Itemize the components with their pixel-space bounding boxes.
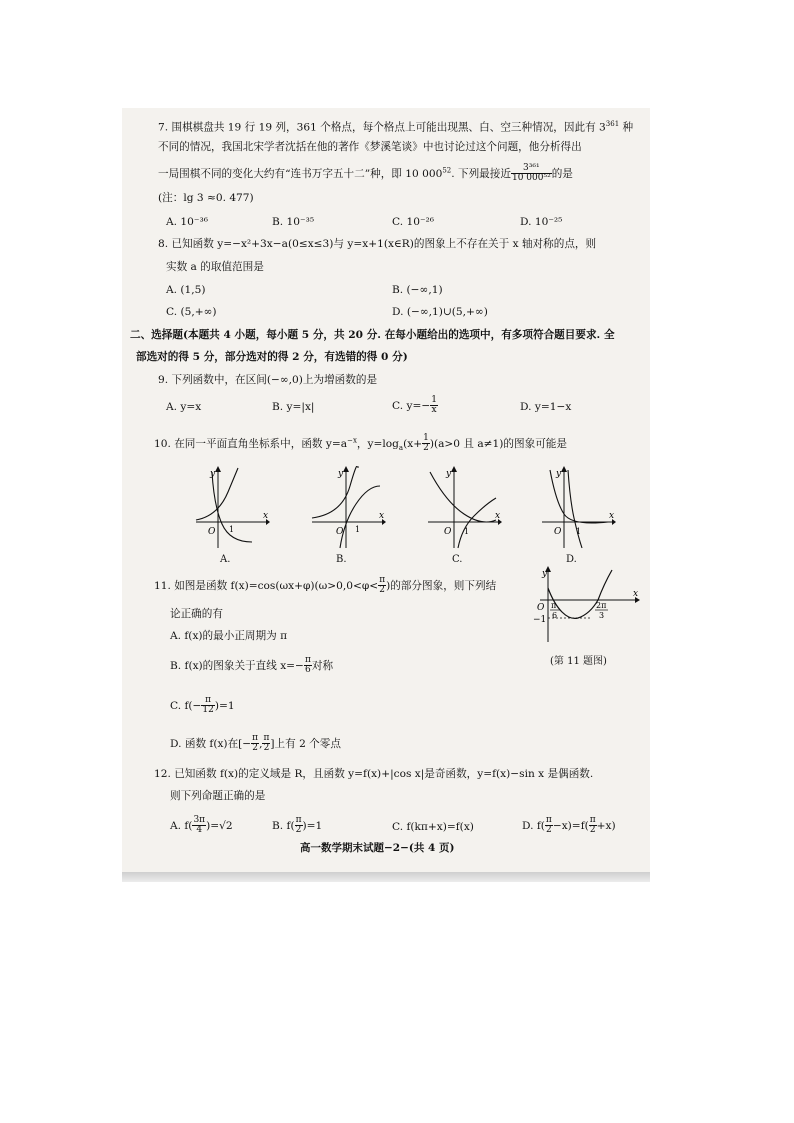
- q7-line2: 不同的情况，我国北宋学者沈括在他的著作《梦溪笔谈》中也讨论过这个问题，他分析得出: [158, 141, 582, 153]
- q8-line1: 8. 已知函数 y=−x²+3x−a(0≤x≤3)与 y=x+1(x∈R)的图象上不存在关于 x 轴对称的点，则: [158, 238, 597, 250]
- svg-text:−1: −1: [533, 615, 547, 625]
- q12-line1: 12. 已知函数 f(x)的定义域是 R，且函数 y=f(x)+|cos x|是奇函数，y=f(x)−sin x 是偶函数.: [154, 768, 594, 780]
- svg-text:6: 6: [552, 611, 558, 620]
- q7-option-c: C. 10⁻²⁶: [392, 216, 435, 228]
- svg-text:y: y: [542, 569, 548, 579]
- svg-text:x: x: [495, 511, 501, 521]
- q10-label-d: D.: [566, 554, 577, 565]
- q11-option-c: C. f(− $\frac{\pi}{12}$ )=1: [170, 695, 235, 716]
- q7-fraction: $\frac{\text{3³⁶¹}}{\text{10 000⁵²}}$: [511, 163, 551, 184]
- q9-option-a: A. y=x: [166, 401, 202, 413]
- exam-page: [122, 108, 650, 872]
- q7-option-a: A. 10⁻³⁶: [166, 216, 208, 228]
- scan-edge: [122, 872, 650, 882]
- q10-stem: 10. 在同一平面直角坐标系中，函数 $y=a^{-x}$，$y=\log_a(x+$ $\frac{1}{2}$ )(a>0 且 a≠1)的图象可能是: [154, 433, 567, 454]
- q12-line2: 则下列命题正确的是: [170, 790, 266, 802]
- svg-text:3: 3: [599, 611, 605, 620]
- svg-text:x: x: [379, 511, 385, 521]
- q11-option-d: D. 函数 f(x)在[− $\frac{\pi}{2}$ , $\frac{\pi}{2}$ ]上有 2 个零点: [170, 733, 341, 754]
- page-footer: 高一数学期末试题−2−(共 4 页): [300, 842, 455, 854]
- q11-option-a: A. f(x)的最小正周期为 π: [170, 630, 288, 642]
- svg-text:O: O: [444, 527, 452, 537]
- section2-heading-line2: 部选对的得 5 分，部分选对的得 2 分，有选错的得 0 分): [136, 351, 408, 363]
- q10-label-c: C.: [452, 554, 463, 565]
- svg-text:O: O: [537, 603, 545, 613]
- svg-text:O: O: [208, 527, 216, 537]
- q7-option-b: B. 10⁻³⁵: [272, 216, 315, 228]
- section2-heading: 二、选择题(本题共 4 小题，每小题 5 分，共 20 分. 在每小题给出的选项中，有多项符合题目要求. 全: [130, 329, 615, 341]
- svg-text:1: 1: [355, 525, 361, 534]
- svg-text:O: O: [554, 527, 562, 537]
- q10-graph-a: [192, 466, 272, 552]
- q10-label-b: B.: [336, 554, 347, 565]
- q9-option-c: C. y=− $\frac{1}{x}$: [392, 395, 437, 416]
- q8-option-c: C. (5,+∞): [166, 306, 217, 318]
- q11-line2: 论正确的有: [170, 608, 223, 620]
- q12-option-d: D. f( $\frac{\pi}{2}$ −x)=f( $\frac{\pi}{2}$ +x): [522, 815, 616, 836]
- svg-text:y: y: [556, 469, 562, 479]
- q7-note: (注：lg 3 ≈0. 477): [158, 192, 254, 204]
- svg-text:x: x: [633, 589, 639, 599]
- q10-label-a: A.: [220, 554, 231, 565]
- svg-text:1: 1: [229, 525, 235, 534]
- q7-option-d: D. 10⁻²⁵: [520, 216, 563, 228]
- svg-text:O: O: [336, 527, 344, 537]
- q11-option-b: B. f(x)的图象关于直线 x=− $\frac{\pi}{6}$ 对称: [170, 655, 334, 676]
- q11-stem: 11. 如图是函数 f(x)=cos(ωx+φ)(ω>0,0<φ< $\frac{\pi}{2}$ )的部分图象，则下列结: [154, 575, 497, 596]
- svg-text:π: π: [551, 601, 557, 610]
- svg-text:x: x: [609, 511, 615, 521]
- q8-option-a: A. (1,5): [166, 284, 206, 296]
- q12-option-b: B. f( $\frac{\pi}{2}$ )=1: [272, 815, 323, 836]
- q11-figure: [532, 566, 642, 646]
- q7-line1: 7. 围棋棋盘共 19 行 19 列，361 个格点，每个格点上可能出现黑、白、空三种情况，因此有 $3^{361}$ 种: [158, 120, 634, 134]
- svg-text:y: y: [210, 469, 216, 479]
- svg-text:2π: 2π: [596, 601, 607, 610]
- svg-text:y: y: [446, 469, 452, 479]
- q9-stem: 9. 下列函数中，在区间(−∞,0)上为增函数的是: [158, 374, 378, 386]
- q10-graph-c: [424, 466, 504, 552]
- svg-text:y: y: [338, 469, 344, 479]
- q9-option-d: D. y=1−x: [520, 401, 572, 413]
- svg-text:x: x: [263, 511, 269, 521]
- q8-option-b: B. (−∞,1): [392, 284, 443, 296]
- svg-text:1: 1: [464, 527, 470, 536]
- q12-option-a: A. f( $\frac{3\pi}{4}$ )=√2: [170, 815, 233, 836]
- q10-graph-b: [308, 466, 388, 552]
- q12-option-c: C. f(kπ+x)=f(x): [392, 821, 474, 833]
- q7-line3: 一局围棋不同的变化大约有“连书万字五十二”种，即 10 $000^{52}$. 下列最接近 $\frac{\text{3³⁶¹}}{\text{10 000⁵²}}$ 的是: [158, 163, 573, 184]
- q8-line2: 实数 a 的取值范围是: [166, 261, 264, 273]
- q11-caption: (第 11 题图): [550, 656, 607, 667]
- q9-option-b: B. y=|x|: [272, 401, 315, 413]
- svg-text:1: 1: [576, 527, 582, 536]
- q8-option-d: D. (−∞,1)∪(5,+∞): [392, 306, 488, 318]
- q10-graph-d: [538, 466, 618, 552]
